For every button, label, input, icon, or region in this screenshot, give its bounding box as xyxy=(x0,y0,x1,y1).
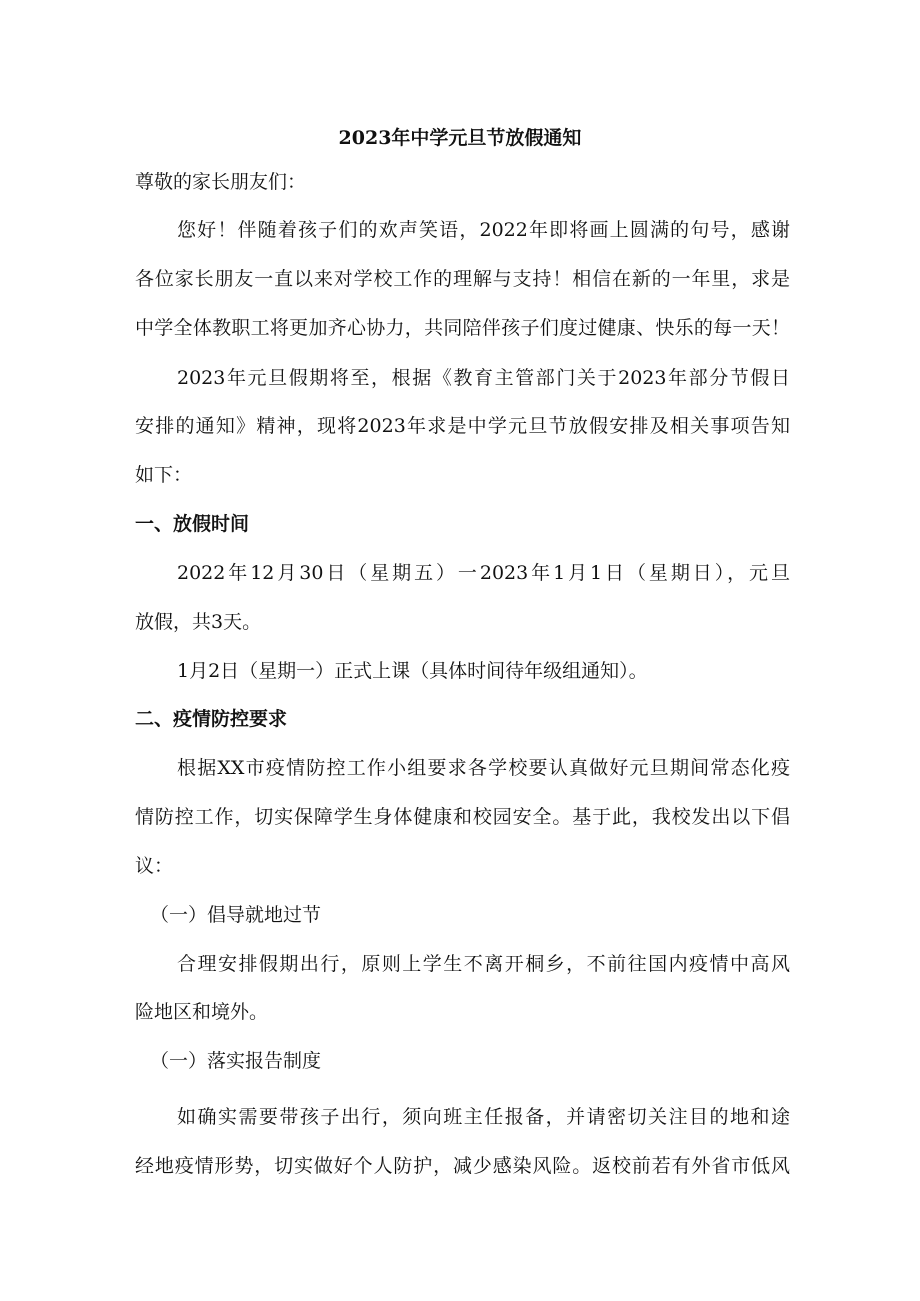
section-1-heading: 一、放假时间 xyxy=(135,513,250,535)
intro-line-2: 各位家长朋友一直以来对学校工作的理解与支持！相信在新的一年里，求是 xyxy=(135,268,790,290)
intro-line-1: 您好！伴随着孩子们的欢声笑语，2022年即将画上圆满的句号，感谢 xyxy=(177,219,790,241)
notice-line-1: 2023年元旦假期将至，根据《教育主管部门关于2023年部分节假日 xyxy=(177,367,790,389)
section-1-para-2: 1月2日（星期一）正式上课（具体时间待年级组通知）。 xyxy=(177,660,648,682)
section-2-heading: 二、疫情防控要求 xyxy=(135,708,288,730)
subsection-1-heading: （一）倡导就地过节 xyxy=(150,904,322,926)
section-2-para-1-line-3: 议： xyxy=(135,855,174,877)
notice-line-2: 安排的通知》精神，现将2023年求是中学元旦节放假安排及相关事项告知 xyxy=(135,415,790,437)
section-2-para-1-line-2: 情防控工作，切实保障学生身体健康和校园安全。基于此，我校发出以下倡 xyxy=(135,806,790,828)
subsection-2-heading: （一）落实报告制度 xyxy=(150,1050,322,1072)
subsection-2-line-2: 经地疫情形势，切实做好个人防护，减少感染风险。返校前若有外省市低风 xyxy=(135,1155,790,1177)
document-title: 2023年中学元旦节放假通知 xyxy=(338,127,582,149)
subsection-1-line-1: 合理安排假期出行，原则上学生不离开桐乡，不前往国内疫情中高风 xyxy=(177,953,790,975)
notice-line-3: 如下： xyxy=(135,464,193,486)
section-1-para-1-line-2: 放假，共3天。 xyxy=(135,611,262,633)
section-2-para-1-line-1: 根据XX市疫情防控工作小组要求各学校要认真做好元旦期间常态化疫 xyxy=(177,757,790,779)
subsection-2-line-1: 如确实需要带孩子出行，须向班主任报备，并请密切关注目的地和途 xyxy=(177,1106,790,1128)
subsection-1-line-2: 险地区和境外。 xyxy=(135,1001,269,1023)
intro-line-3: 中学全体教职工将更加齐心协力，共同陪伴孩子们度过健康、快乐的每一天！ xyxy=(135,317,790,339)
section-1-para-1-line-1: 2022年12月30日（星期五）一2023年1月1日（星期日），元旦 xyxy=(177,562,790,584)
salutation: 尊敬的家长朋友们： xyxy=(135,171,307,193)
